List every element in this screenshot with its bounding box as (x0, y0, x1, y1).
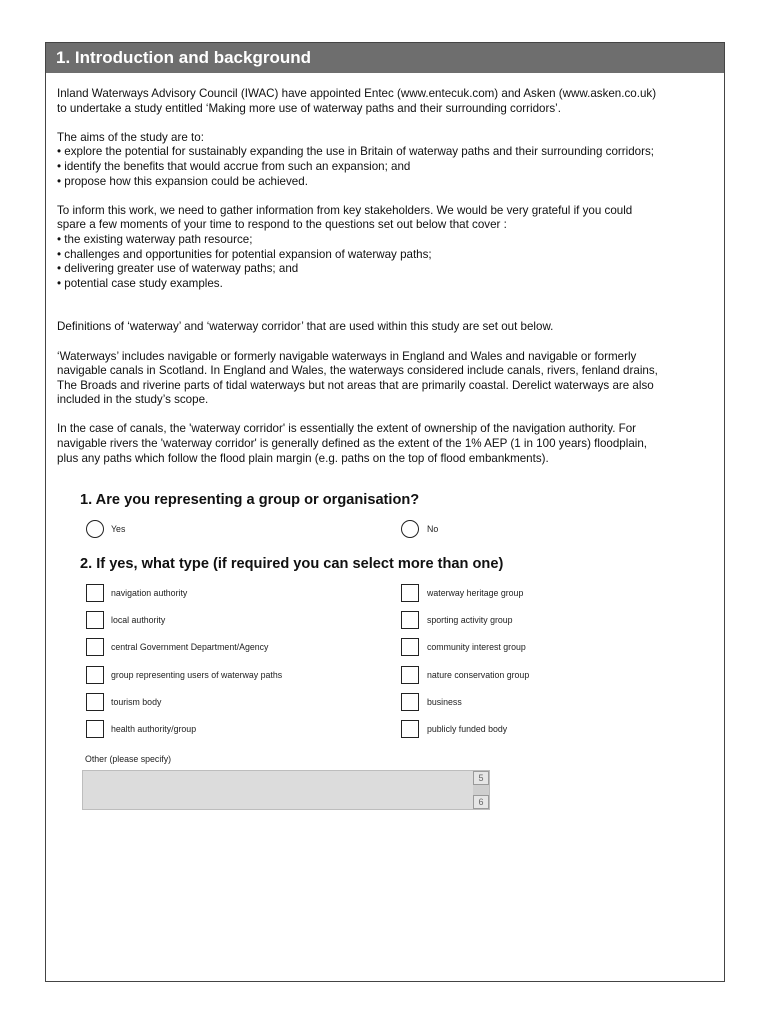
sporting-activity-group-checkbox[interactable] (401, 611, 419, 629)
definitions-line: Definitions of ‘waterway’ and ‘waterway corridor’ that are used within this study are set out below. (57, 320, 554, 334)
user-group-checkbox[interactable] (86, 666, 104, 684)
inform-line: spare a few moments of your time to respond to the questions set out below that cover : (57, 218, 507, 232)
nature-conservation-group-checkbox[interactable] (401, 666, 419, 684)
question-1-label: 1. Are you representing a group or organisation? (80, 492, 420, 508)
cover-item: • potential case study examples. (57, 276, 223, 290)
option-label: tourism body (111, 697, 162, 707)
option-label: nature conservation group (427, 670, 530, 680)
cover-item: • the existing waterway path resource; (57, 232, 253, 246)
other-textarea[interactable] (82, 770, 490, 810)
other-label: Other (please specify) (85, 754, 172, 764)
option-label: waterway heritage group (427, 588, 524, 598)
waterways-line: navigable canals in Scotland. In England and Wales, the waterways considered include canals, rivers, fenland drains, (57, 364, 658, 378)
intro-line: Inland Waterways Advisory Council (IWAC) have appointed Entec (www.entecuk.com) and Asken (www.asken.co.uk) (57, 87, 657, 100)
corridor-line: navigable rivers the 'waterway corridor' is generally defined as the extent of the 1% AEP (1 in 100 years) floodplain, (57, 437, 648, 451)
textarea-scrollbar[interactable] (473, 771, 489, 809)
option-label: group representing users of waterway paths (111, 670, 283, 680)
yes-label: Yes (111, 524, 126, 534)
option-label: community interest group (427, 642, 526, 652)
local-authority-checkbox[interactable] (86, 611, 104, 629)
corridor-line: plus any paths which follow the flood plain margin (e.g. paths on the top of flood embankments). (57, 451, 549, 465)
inform-line: To inform this work, we need to gather information from key stakeholders. We would be very grateful if you could (57, 203, 633, 217)
scroll-down-button[interactable]: 6 (473, 795, 489, 809)
section-header: 1. Introduction and background (46, 43, 724, 73)
community-interest-group-checkbox[interactable] (401, 638, 419, 656)
publicly-funded-body-checkbox[interactable] (401, 720, 419, 738)
intro-line: to undertake a study entitled ‘Making more use of waterway paths and their surrounding corridors’. (57, 101, 561, 115)
navigation-authority-checkbox[interactable] (86, 584, 104, 602)
form-frame (45, 42, 725, 982)
corridor-line: In the case of canals, the 'waterway corridor' is essentially the extent of ownership of the navigation authority. For (57, 422, 637, 436)
option-label: local authority (111, 615, 166, 625)
no-radio[interactable] (401, 520, 419, 538)
scroll-up-button[interactable]: 5 (473, 771, 489, 785)
waterways-line: ‘Waterways’ includes navigable or formerly navigable waterways in England and Wales and navigable or formerly (57, 349, 637, 363)
aim-item: • explore the potential for sustainably expanding the use in Britain of waterway paths and their surrounding corridors; (57, 145, 654, 159)
option-label: navigation authority (111, 588, 188, 598)
cover-item: • challenges and opportunities for potential expansion of waterway paths; (57, 247, 432, 261)
central-government-checkbox[interactable] (86, 638, 104, 656)
intro-text (57, 87, 717, 466)
option-label: business (427, 697, 462, 707)
yes-radio[interactable] (86, 520, 104, 538)
option-label: sporting activity group (427, 615, 513, 625)
tourism-body-checkbox[interactable] (86, 693, 104, 711)
cover-item: • delivering greater use of waterway paths; and (57, 262, 299, 276)
option-label: central Government Department/Agency (111, 642, 269, 652)
option-label: health authority/group (111, 724, 197, 734)
aim-item: • identify the benefits that would accrue from such an expansion; and (57, 159, 411, 173)
aims-heading: The aims of the study are to: (57, 130, 204, 144)
waterway-heritage-group-checkbox[interactable] (401, 584, 419, 602)
no-label: No (427, 524, 439, 534)
health-authority-checkbox[interactable] (86, 720, 104, 738)
business-checkbox[interactable] (401, 693, 419, 711)
waterways-line: included in the study’s scope. (57, 393, 209, 407)
waterways-line: The Broads and riverine parts of tidal waterways but not areas that are primarily coastal. Derelict waterways are also (57, 378, 654, 392)
option-label: publicly funded body (427, 724, 508, 734)
aim-item: • propose how this expansion could be achieved. (57, 174, 308, 188)
question-2-label: 2. If yes, what type (if required you can select more than one) (80, 556, 504, 572)
